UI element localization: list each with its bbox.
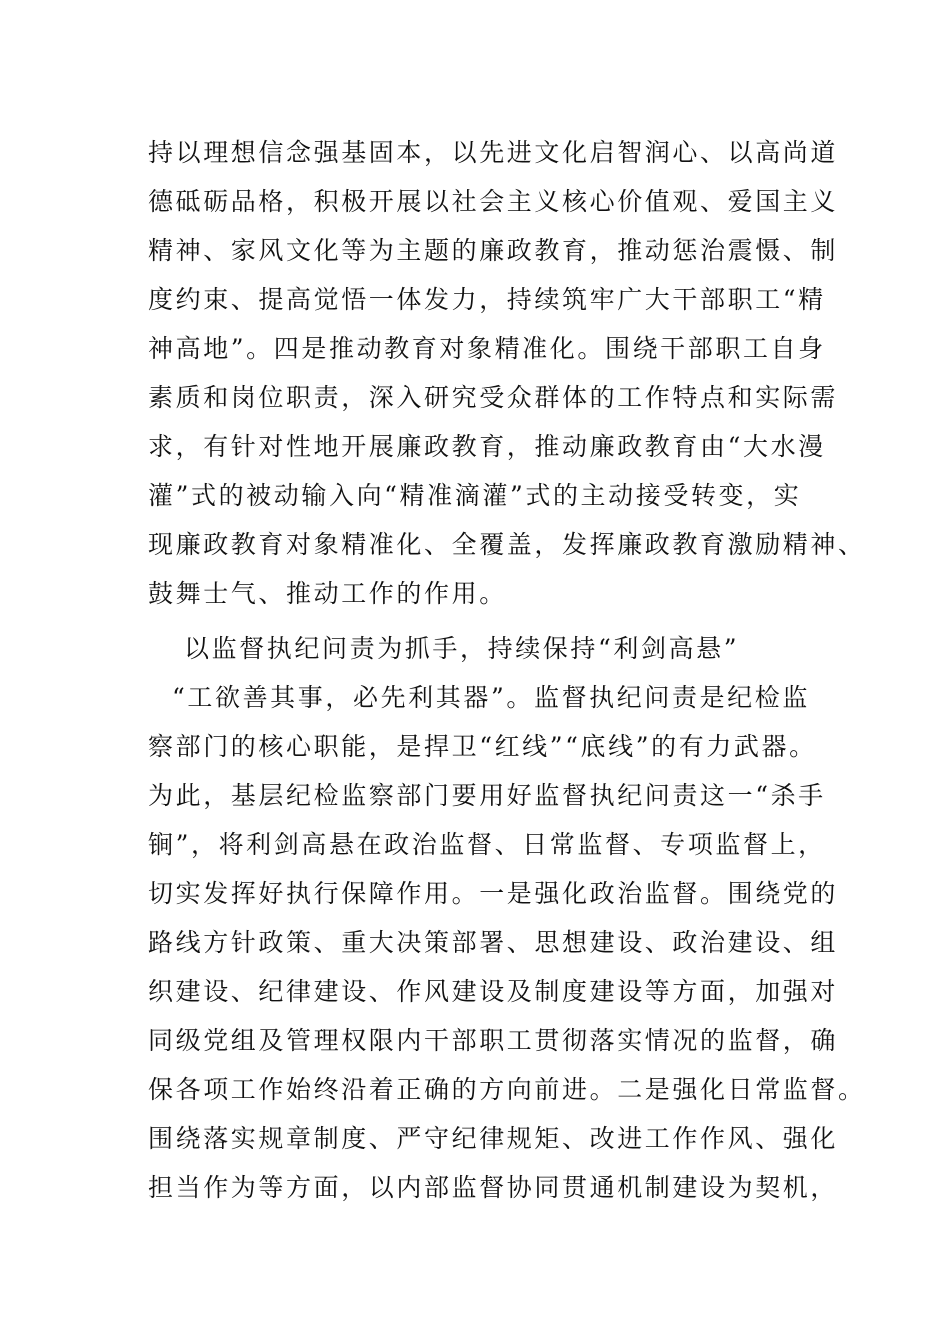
text-line-16: 切实发挥好执行保障作用。一是强化政治监督。围绕党的	[148, 879, 839, 908]
text-line-12: “工欲善其事，必先利其器”。监督执纪问责是纪检监	[172, 683, 810, 712]
text-line-18: 织建设、纪律建设、作风建设及制度建设等方面，加强对	[148, 977, 839, 1006]
text-line-14: 为此，基层纪检监察部门要用好监督执纪问责这一“杀手	[148, 781, 826, 810]
text-line-5: 神高地”。四是推动教育对象精准化。围绕干部职工自身	[148, 334, 826, 363]
text-line-8: 灌”式的被动输入向“精准滴灌”式的主动接受转变，实	[148, 481, 802, 510]
text-line-3: 精神、家风文化等为主题的廉政教育，推动惩治震慑、制	[148, 236, 839, 265]
text-line-10: 鼓舞士气、推动工作的作用。	[148, 579, 507, 608]
text-line-20: 保各项工作始终沿着正确的方向前进。二是强化日常监督。	[148, 1075, 866, 1104]
text-line-2: 德砥砺品格，积极开展以社会主义核心价值观、爱国主义	[148, 187, 839, 216]
text-line-7: 求，有针对性地开展廉政教育，推动廉政教育由“大水漫	[148, 432, 826, 461]
section-heading: 以监督执纪问责为抓手，持续保持“利剑高悬”	[184, 634, 740, 663]
text-line-21: 围绕落实规章制度、严守纪律规矩、改进工作作风、强化	[148, 1124, 839, 1153]
text-line-13: 察部门的核心职能，是捍卫“红线”“底线”的有力武器。	[148, 732, 817, 761]
text-line-17: 路线方针政策、重大决策部署、思想建设、政治建设、组	[148, 928, 839, 957]
text-line-4: 度约束、提高觉悟一体发力，持续筑牢广大干部职工“精	[148, 285, 826, 314]
text-line-1: 持以理想信念强基固本，以先进文化启智润心、以高尚道	[148, 138, 839, 167]
text-line-22: 担当作为等方面，以内部监督协同贯通机制建设为契机，	[148, 1173, 839, 1202]
text-line-6: 素质和岗位职责，深入研究受众群体的工作特点和实际需	[148, 383, 839, 412]
text-line-15: 锏”，将利剑高悬在政治监督、日常监督、专项监督上，	[148, 830, 826, 859]
text-line-19: 同级党组及管理权限内干部职工贯彻落实情况的监督，确	[148, 1026, 839, 1055]
text-line-9: 现廉政教育对象精准化、全覆盖，发挥廉政教育激励精神、	[148, 530, 866, 559]
